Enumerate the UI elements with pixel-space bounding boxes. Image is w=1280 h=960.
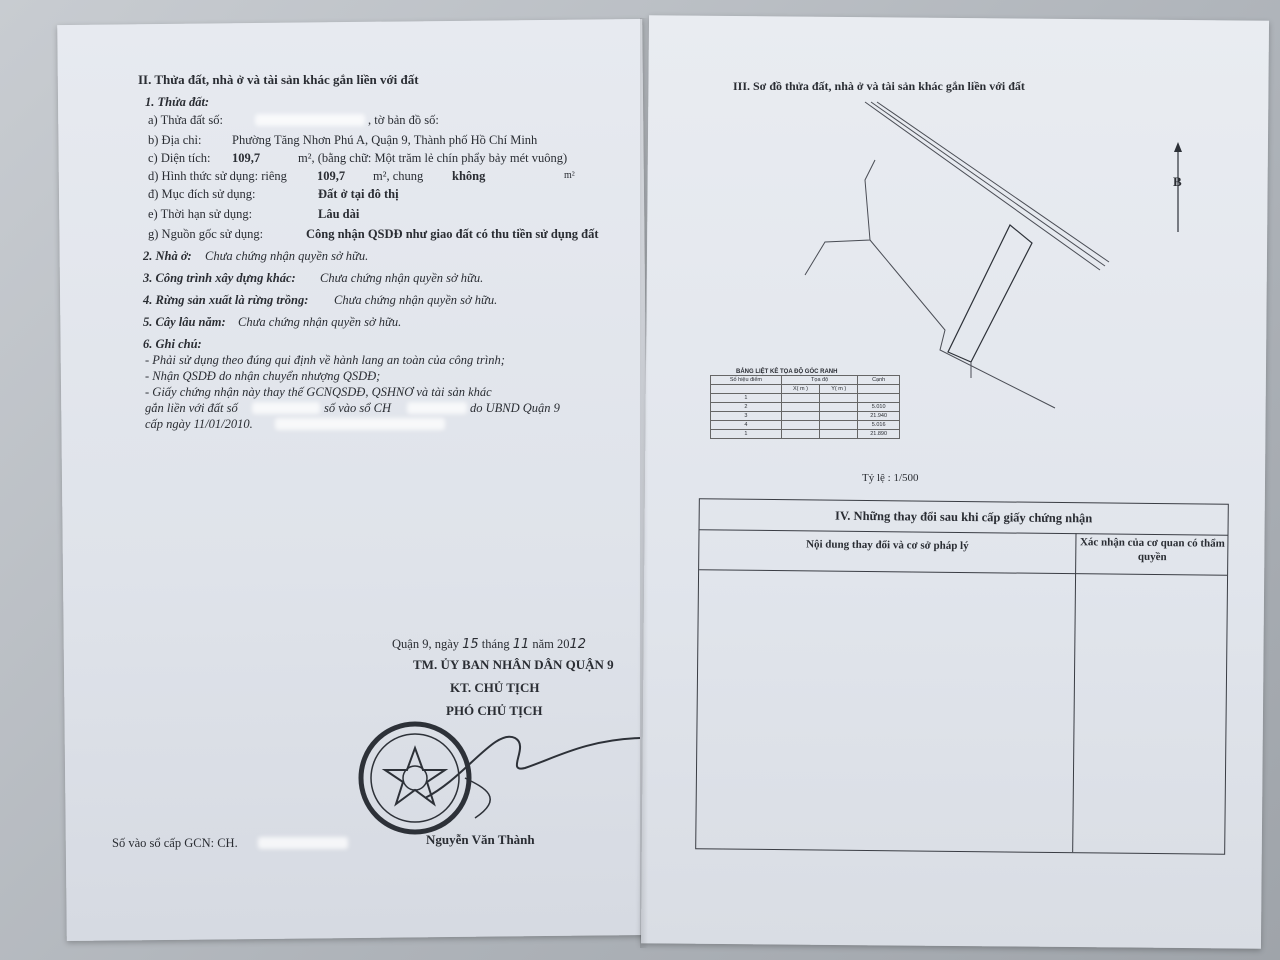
- heading-ghi-chu: 6. Ghi chú:: [143, 337, 202, 351]
- redacted-block: [258, 837, 348, 849]
- coord-cell: 3: [711, 412, 782, 421]
- coord-cell: 21.890: [858, 430, 900, 439]
- coord-header-canh: Cạnh: [858, 376, 900, 385]
- coord-cell: [858, 394, 900, 403]
- value-cong-trinh: Chưa chứng nhận quyền sở hữu.: [320, 271, 484, 285]
- field-thoi-han-value: Lâu dài: [318, 207, 360, 221]
- coord-cell: 4: [711, 421, 782, 430]
- coord-header-point: Số hiệu điểm: [711, 376, 782, 385]
- redacted-block: [275, 418, 445, 430]
- field-hinh-thuc-rieng: 109,7: [317, 169, 346, 183]
- coord-subheader-y: Y( m ): [820, 385, 858, 394]
- note-line-4a: gắn liền với đất số: [145, 401, 238, 415]
- date-prefix: Quận 9, ngày: [392, 637, 459, 651]
- changes-table-title: IV. Những thay đổi sau khi cấp giấy chứng nhận: [700, 499, 1228, 536]
- coord-row: [711, 430, 900, 439]
- official-seal-and-signature: [355, 718, 655, 848]
- coord-cell: 2: [711, 403, 782, 412]
- note-line-1: - Phải sử dụng theo đúng qui định về hành lang an toàn của công trình;: [145, 353, 505, 367]
- coord-cell: [820, 421, 858, 430]
- coord-subheader-empty: [711, 385, 782, 394]
- coord-cell: [820, 403, 858, 412]
- section-iii-title: III. Sơ đồ thửa đất, nhà ở và tài sản khác gắn liền với đất: [733, 79, 1025, 93]
- note-line-2: - Nhận QSDĐ do nhận chuyển nhượng QSDĐ;: [145, 369, 381, 383]
- heading-nha-o: 2. Nhà ở:: [143, 249, 192, 263]
- section-ii-title: II. Thửa đất, nhà ở và tài sản khác gắn liền với đất: [138, 72, 419, 87]
- north-label: B: [1173, 174, 1182, 189]
- field-hinh-thuc-chung-label: m², chung: [373, 169, 424, 183]
- field-muc-dich-value: Đất ở tại đô thị: [318, 187, 399, 201]
- field-hinh-thuc-label: d) Hình thức sử dụng: riêng: [148, 169, 287, 183]
- redacted-block: [252, 402, 320, 414]
- coord-header-toado: Tọa độ: [781, 376, 857, 385]
- org-name: TM. ỦY BAN NHÂN DÂN QUẬN 9: [413, 657, 614, 672]
- coord-cell: 1: [711, 394, 782, 403]
- changes-table-divider: [1072, 533, 1076, 852]
- coord-row: [711, 394, 900, 403]
- date-month-label: tháng: [481, 637, 510, 651]
- note-line-5: cấp ngày 11/01/2010.: [145, 417, 253, 431]
- coord-cell: [781, 412, 819, 421]
- coord-cell: [820, 394, 858, 403]
- heading-cong-trinh: 3. Công trình xây dựng khác:: [143, 271, 296, 285]
- pho-chu-tich: PHÓ CHỦ TỊCH: [446, 703, 543, 718]
- field-dien-tich-label: c) Diện tích:: [148, 151, 211, 165]
- coord-cell: [781, 394, 819, 403]
- field-dien-tich-words: m², (bằng chữ: Một trăm lẻ chín phẩy bảy mét vuông): [298, 151, 568, 165]
- field-thua-dat-so: a) Thửa đất số:: [148, 113, 223, 127]
- coord-cell: [781, 403, 819, 412]
- heading-cay-lau-nam: 5. Cây lâu năm:: [143, 315, 226, 329]
- value-rung: Chưa chứng nhận quyền sở hữu.: [334, 293, 498, 307]
- kt-chu-tich: KT. CHỦ TỊCH: [450, 680, 540, 695]
- coord-cell: 21.940: [858, 412, 900, 421]
- field-hinh-thuc-chung: không: [452, 169, 486, 183]
- coord-row: [711, 403, 900, 412]
- field-thoi-han-label: e) Thời hạn sử dụng:: [148, 207, 253, 221]
- date-year: 12: [569, 637, 587, 652]
- coord-subheader-empty: [858, 385, 900, 394]
- redacted-block: [407, 402, 467, 414]
- note-line-4b: số vào sổ CH: [324, 401, 392, 415]
- changes-col-content: Nội dung thay đổi và cơ sở pháp lý: [806, 538, 969, 553]
- field-muc-dich-label: đ) Mục đích sử dụng:: [148, 187, 256, 201]
- value-cay-lau-nam: Chưa chứng nhận quyền sở hữu.: [238, 315, 402, 329]
- land-plot-diagram: [795, 100, 1135, 420]
- coord-row: [711, 412, 900, 421]
- changes-col-confirmation: Xác nhận của cơ quan có thẩm quyền: [1079, 536, 1225, 564]
- field-hinh-thuc-unit: m²: [564, 170, 575, 181]
- coord-cell: [820, 412, 858, 421]
- note-line-3: - Giấy chứng nhận này thay thế GCNQSDĐ, QSHNƠ và tài sản khác: [145, 385, 492, 399]
- coord-table: [710, 375, 900, 443]
- date-day: 15: [462, 637, 479, 652]
- scale-label: Tỷ lệ : 1/500: [862, 472, 919, 484]
- coord-cell: 1: [711, 430, 782, 439]
- field-nguon-goc-label: g) Nguồn gốc sử dụng:: [148, 227, 264, 241]
- signer-name: Nguyễn Văn Thành: [426, 832, 535, 847]
- heading-rung: 4. Rừng sản xuất là rừng trồng:: [143, 293, 309, 307]
- coord-cell: 5.016: [858, 421, 900, 430]
- changes-table: [695, 498, 1229, 855]
- date-year-label: năm 20: [532, 637, 570, 651]
- heading-thua-dat: 1. Thửa đất:: [145, 95, 210, 109]
- field-to-ban-do: , tờ bản đồ số:: [368, 113, 439, 127]
- redacted-block: [255, 114, 365, 126]
- field-dia-chi-label: b) Địa chỉ:: [148, 133, 202, 147]
- coord-cell: [781, 421, 819, 430]
- changes-table-header-row: [699, 529, 1227, 576]
- coord-table-title: BẢNG LIỆT KÊ TỌA ĐỘ GÓC RANH: [736, 369, 838, 375]
- note-line-4c: do UBND Quận 9: [470, 401, 560, 415]
- coord-subheader-x: X( m ): [781, 385, 819, 394]
- coord-cell: [781, 430, 819, 439]
- field-dien-tich-value: 109,7: [232, 151, 261, 165]
- date-line: [392, 636, 586, 653]
- date-month: 11: [512, 637, 530, 652]
- so-vao-so-gcn: Số vào sổ cấp GCN: CH.: [112, 836, 238, 850]
- value-nha-o: Chưa chứng nhận quyền sở hữu.: [205, 249, 369, 263]
- coord-cell: [820, 430, 858, 439]
- coord-row: [711, 421, 900, 430]
- field-dia-chi-value: Phường Tăng Nhơn Phú A, Quận 9, Thành phố Hồ Chí Minh: [232, 133, 538, 147]
- coord-cell: 5.010: [858, 403, 900, 412]
- field-nguon-goc-value: Công nhận QSDĐ như giao đất có thu tiền sử dụng đất: [306, 227, 599, 241]
